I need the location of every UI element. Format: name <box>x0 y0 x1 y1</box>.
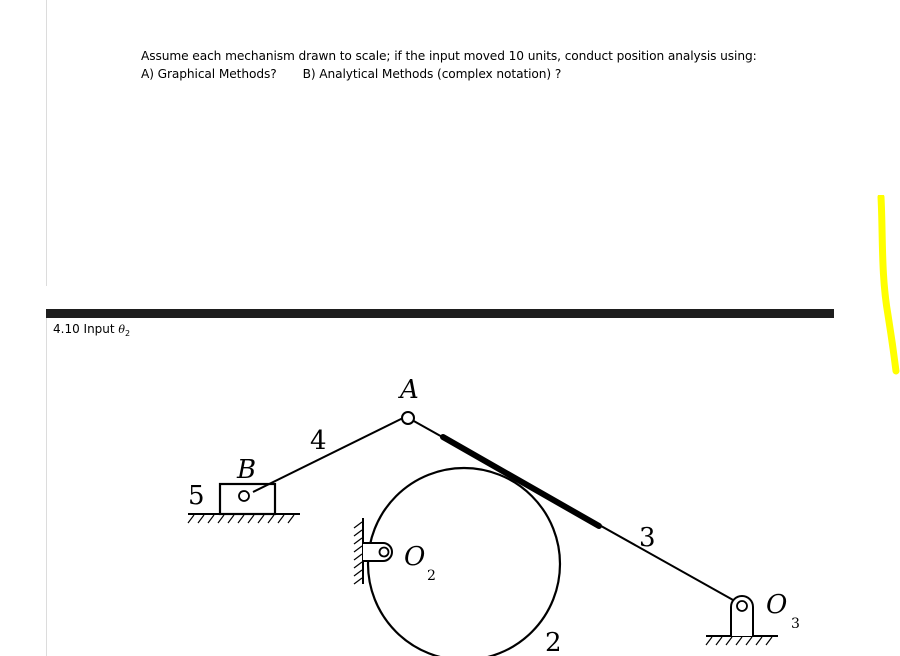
problem-number: 4.10 Input <box>53 322 119 336</box>
label-o2: O <box>404 542 426 572</box>
link-3-contact-segment <box>443 437 599 526</box>
joint-a <box>402 412 414 424</box>
part-b-label: B) Analytical Methods (complex notation) ? <box>302 67 562 81</box>
link-2-disc <box>368 468 560 656</box>
label-link-4: 4 <box>310 426 327 456</box>
pivot-o2 <box>380 548 389 557</box>
input-symbol: θ <box>118 323 126 336</box>
label-o3-sub: 3 <box>791 616 800 632</box>
ground-hatch-o2 <box>354 518 363 584</box>
link-4 <box>253 418 403 492</box>
label-link-3: 3 <box>639 523 656 553</box>
label-link-2: 2 <box>545 628 562 656</box>
label-b: B <box>237 455 257 485</box>
label-o2-sub: 2 <box>427 568 436 584</box>
part-a-label: A) Graphical Methods? <box>141 67 277 81</box>
label-o3: O <box>766 590 788 620</box>
question-line-1: Assume each mechanism drawn to scale; if the input moved 10 units, conduct position analysis using: <box>141 49 757 63</box>
pivot-o3 <box>737 601 747 611</box>
label-a: A <box>400 375 419 405</box>
ground-hatch-o3 <box>706 636 778 645</box>
ground-hatch-b <box>188 514 300 523</box>
label-link-5: 5 <box>188 481 205 511</box>
input-subscript: 2 <box>125 329 131 338</box>
